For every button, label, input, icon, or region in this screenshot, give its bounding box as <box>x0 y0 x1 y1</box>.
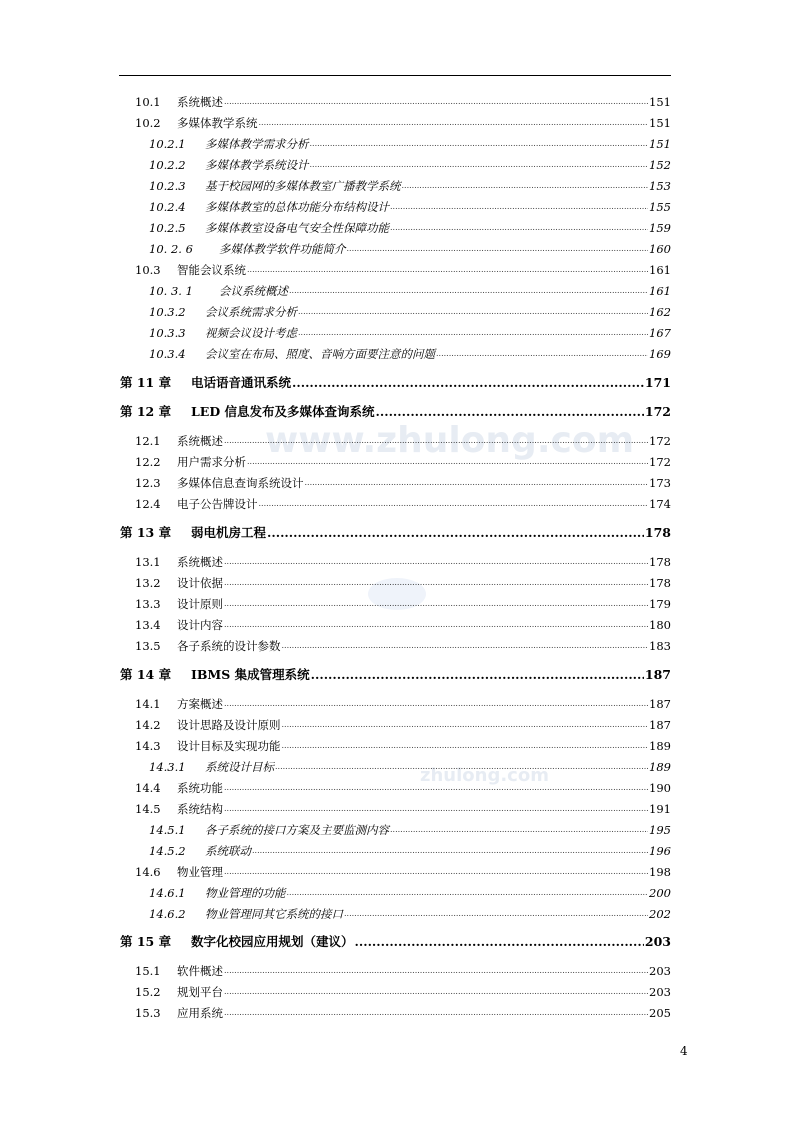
toc-entry[interactable] <box>120 597 671 611</box>
toc-entry-number: 15.3 <box>135 1006 161 1020</box>
toc-entry-number: 10.2.3 <box>149 179 186 193</box>
toc-entry-page: 180 <box>649 618 671 632</box>
toc-entry[interactable] <box>120 158 671 172</box>
toc-entry[interactable] <box>120 781 671 795</box>
toc-entry-number: 10. 3. 1 <box>149 284 193 298</box>
toc-entry-page: 187 <box>649 697 671 711</box>
toc-leader-dots <box>289 284 648 298</box>
toc-entry-title: 设计目标及实现功能 <box>177 739 281 753</box>
toc-chapter-number: 第 14 章 <box>120 667 172 682</box>
toc-leader-dots <box>224 618 648 632</box>
toc-chapter-number: 第 12 章 <box>120 404 172 419</box>
toc-entry-title: 物业管理同其它系统的接口 <box>205 907 343 921</box>
toc-entry-page: 151 <box>649 116 671 130</box>
toc-entry[interactable] <box>120 200 671 214</box>
toc-entry-number: 14.5.2 <box>149 844 186 858</box>
toc-entry-page: 203 <box>649 985 671 999</box>
toc-entry[interactable] <box>120 886 671 900</box>
toc-entry-title: 多媒体教室的总体功能分布结构设计 <box>205 200 389 214</box>
toc-chapter-number: 第 13 章 <box>120 525 172 540</box>
toc-entry-number: 14.6.1 <box>149 886 186 900</box>
toc-entry-page: 152 <box>649 158 671 172</box>
toc-leader-dots <box>267 526 644 540</box>
toc-leader-dots <box>282 639 649 653</box>
toc-entry[interactable] <box>120 137 671 151</box>
toc-entry[interactable] <box>120 1006 671 1020</box>
toc-entry-page: 159 <box>649 221 671 235</box>
toc-chapter[interactable] <box>120 526 671 540</box>
toc-entry-title: 物业管理 <box>177 865 223 879</box>
toc-leader-dots <box>376 405 644 419</box>
toc-entry[interactable] <box>120 907 671 921</box>
toc-entry-title: 多媒体信息查询系统设计 <box>177 476 304 490</box>
toc-entry-number: 10.1 <box>135 95 161 109</box>
toc-entry[interactable] <box>120 739 671 753</box>
toc-entry-page: 191 <box>649 802 671 816</box>
toc-entry-page: 200 <box>649 886 671 900</box>
toc-chapter[interactable] <box>120 668 671 682</box>
toc-entry-number: 12.4 <box>135 497 161 511</box>
toc-leader-dots <box>310 137 649 151</box>
toc-leader-dots <box>311 668 644 682</box>
toc-entry-page: 161 <box>649 284 671 298</box>
toc-entry[interactable] <box>120 284 671 298</box>
toc-leader-dots <box>298 326 648 340</box>
toc-entry[interactable] <box>120 697 671 711</box>
toc-entry-page: 202 <box>649 907 671 921</box>
toc-leader-dots <box>355 935 644 949</box>
toc-entry[interactable] <box>120 555 671 569</box>
toc-leader-dots <box>224 697 648 711</box>
toc-entry-page: 205 <box>649 1006 671 1020</box>
toc-chapter-title: IBMS 集成管理系统 <box>191 667 310 682</box>
toc-entry[interactable] <box>120 347 671 361</box>
toc-leader-dots <box>224 865 648 879</box>
toc-entry[interactable] <box>120 865 671 879</box>
toc-entry-page: 178 <box>649 576 671 590</box>
toc-entry[interactable] <box>120 305 671 319</box>
toc-entry-title: 多媒体教学系统 <box>177 116 258 130</box>
toc-entry-title: 用户需求分析 <box>177 455 246 469</box>
toc-chapter[interactable] <box>120 405 671 419</box>
toc-entry[interactable] <box>120 116 671 130</box>
toc-entry-title: 应用系统 <box>177 1006 223 1020</box>
toc-entry-number: 14.5 <box>135 802 161 816</box>
toc-leader-dots <box>282 739 649 753</box>
toc-entry-title: 规划平台 <box>177 985 223 999</box>
toc-entry-page: 162 <box>649 305 671 319</box>
toc-entry-page: 203 <box>649 964 671 978</box>
toc-leader-dots <box>224 985 648 999</box>
toc-leader-dots <box>282 718 649 732</box>
toc-chapter-title: 弱电机房工程 <box>191 525 267 540</box>
toc-entry-title: 系统结构 <box>177 802 223 816</box>
toc-entry-title: 会议室在布局、照度、音响方面要注意的问题 <box>205 347 435 361</box>
toc-entry-title: 电子公告牌设计 <box>177 497 258 511</box>
toc-leader-dots <box>390 823 648 837</box>
toc-entry-number: 10.2.2 <box>149 158 186 172</box>
toc-chapter[interactable] <box>120 376 671 390</box>
toc-entry[interactable] <box>120 263 671 277</box>
toc-entry-number: 14.3.1 <box>149 760 186 774</box>
toc-leader-dots <box>402 179 649 193</box>
toc-entry-number: 10.2 <box>135 116 161 130</box>
toc-entry-page: 169 <box>649 347 671 361</box>
header-rule <box>119 75 671 76</box>
toc-entry-page: 190 <box>649 781 671 795</box>
toc-leader-dots <box>292 376 644 390</box>
toc-entry[interactable] <box>120 476 671 490</box>
toc-entry-number: 10. 2. 6 <box>149 242 193 256</box>
toc-entry[interactable] <box>120 964 671 978</box>
toc-entry-title: 系统概述 <box>177 95 223 109</box>
toc-entry-title: 多媒体教学需求分析 <box>205 137 309 151</box>
watermark-text: www.zhulong.com <box>265 420 635 461</box>
toc-entry-number: 14.6.2 <box>149 907 186 921</box>
toc-entry-number: 13.3 <box>135 597 161 611</box>
toc-entry[interactable] <box>120 95 671 109</box>
toc-entry[interactable] <box>120 823 671 837</box>
toc-entry-page: 195 <box>649 823 671 837</box>
toc-entry-number: 14.2 <box>135 718 161 732</box>
toc-entry-page: 160 <box>649 242 671 256</box>
toc-entry-number: 10.2.1 <box>149 137 186 151</box>
toc-entry-number: 10.3 <box>135 263 161 277</box>
toc-leader-dots <box>247 455 648 469</box>
toc-entry-page: 151 <box>649 137 671 151</box>
toc-leader-dots <box>224 964 648 978</box>
toc-entry-title: 智能会议系统 <box>177 263 246 277</box>
toc-entry-number: 14.1 <box>135 697 161 711</box>
toc-entry-page: 179 <box>649 597 671 611</box>
toc-entry-title: 设计依据 <box>177 576 223 590</box>
toc-entry-page: 153 <box>649 179 671 193</box>
toc-leader-dots <box>298 305 648 319</box>
toc-chapter-page: 171 <box>644 375 671 390</box>
toc-leader-dots <box>247 263 648 277</box>
toc-entry[interactable] <box>120 718 671 732</box>
toc-leader-dots <box>224 576 648 590</box>
toc-entry-number: 13.5 <box>135 639 161 653</box>
toc-entry[interactable] <box>120 434 671 448</box>
toc-chapter-page: 187 <box>644 667 671 682</box>
toc-entry-number: 15.1 <box>135 964 161 978</box>
watermark-text-small: zhulong.com <box>420 765 549 786</box>
toc-entry-title: 系统设计目标 <box>205 760 274 774</box>
toc-entry-page: 173 <box>649 476 671 490</box>
toc-entry-title: 设计思路及设计原则 <box>177 718 281 732</box>
toc-entry[interactable] <box>120 242 671 256</box>
toc-entry-number: 14.3 <box>135 739 161 753</box>
toc-leader-dots <box>347 242 649 256</box>
toc-entry[interactable] <box>120 455 671 469</box>
toc-leader-dots <box>224 555 648 569</box>
toc-leader-dots <box>305 476 649 490</box>
toc-chapter-number: 第 15 章 <box>120 934 172 949</box>
toc-entry-page: 155 <box>649 200 671 214</box>
toc-entry[interactable] <box>120 326 671 340</box>
toc-entry-page: 189 <box>649 739 671 753</box>
toc-entry-title: 设计内容 <box>177 618 223 632</box>
toc-entry-page: 172 <box>649 434 671 448</box>
toc-entry-title: 软件概述 <box>177 964 223 978</box>
toc-entry-page: 178 <box>649 555 671 569</box>
toc-entry-number: 10.3.4 <box>149 347 186 361</box>
toc-chapter-title: 电话语音通讯系统 <box>191 375 292 390</box>
toc-leader-dots <box>390 221 648 235</box>
toc-entry-page: 198 <box>649 865 671 879</box>
toc-leader-dots <box>390 200 648 214</box>
toc-leader-dots <box>275 760 648 774</box>
toc-entry-page: 183 <box>649 639 671 653</box>
toc-entry[interactable] <box>120 179 671 193</box>
toc-chapter-title: LED 信息发布及多媒体查询系统 <box>191 404 375 419</box>
toc-entry-number: 14.5.1 <box>149 823 186 837</box>
toc-leader-dots <box>436 347 648 361</box>
toc-entry-page: 174 <box>649 497 671 511</box>
toc-entry-title: 设计原则 <box>177 597 223 611</box>
toc-leader-dots <box>224 802 648 816</box>
toc-entry-page: 151 <box>649 95 671 109</box>
toc-entry-title: 系统概述 <box>177 434 223 448</box>
toc-entry-page: 187 <box>649 718 671 732</box>
toc-entry-page: 167 <box>649 326 671 340</box>
toc-leader-dots <box>224 597 648 611</box>
toc-entry[interactable] <box>120 618 671 632</box>
toc-entry[interactable] <box>120 985 671 999</box>
toc-chapter-number: 第 11 章 <box>120 375 172 390</box>
toc-entry-title: 视频会议设计考虑 <box>205 326 297 340</box>
toc-entry-number: 12.2 <box>135 455 161 469</box>
toc-leader-dots <box>224 781 648 795</box>
toc-entry-number: 13.4 <box>135 618 161 632</box>
toc-leader-dots <box>252 844 648 858</box>
toc-entry[interactable] <box>120 497 671 511</box>
toc-entry[interactable] <box>120 844 671 858</box>
toc-entry-page: 189 <box>649 760 671 774</box>
toc-entry-title: 系统功能 <box>177 781 223 795</box>
toc-entry[interactable] <box>120 760 671 774</box>
toc-entry-title: 会议系统需求分析 <box>205 305 297 319</box>
page-number: 4 <box>680 1044 688 1058</box>
toc-entry-number: 10.3.3 <box>149 326 186 340</box>
toc-chapter-page: 178 <box>644 525 671 540</box>
toc-entry-title: 基于校园网的多媒体教室广播教学系统 <box>205 179 401 193</box>
toc-entry-title: 多媒体教学软件功能简介 <box>219 242 346 256</box>
toc-leader-dots <box>259 116 649 130</box>
toc-entry[interactable] <box>120 639 671 653</box>
toc-entry-page: 161 <box>649 263 671 277</box>
toc-leader-dots <box>310 158 649 172</box>
toc-entry-number: 13.2 <box>135 576 161 590</box>
toc-entry-title: 系统概述 <box>177 555 223 569</box>
toc-entry-number: 14.6 <box>135 865 161 879</box>
toc-leader-dots <box>287 886 649 900</box>
toc-entry-number: 12.1 <box>135 434 161 448</box>
toc-entry-title: 方案概述 <box>177 697 223 711</box>
toc-chapter[interactable] <box>120 935 671 949</box>
toc-entry-title: 多媒体教室设备电气安全性保障功能 <box>205 221 389 235</box>
toc-leader-dots <box>224 434 648 448</box>
toc-entry[interactable] <box>120 802 671 816</box>
toc-entry-page: 172 <box>649 455 671 469</box>
toc-chapter-page: 172 <box>644 404 671 419</box>
toc-leader-dots <box>259 497 649 511</box>
toc-entry-number: 12.3 <box>135 476 161 490</box>
toc-entry-title: 物业管理的功能 <box>205 886 286 900</box>
toc-entry[interactable] <box>120 576 671 590</box>
toc-leader-dots <box>224 1006 648 1020</box>
toc-entry-title: 多媒体教学系统设计 <box>205 158 309 172</box>
toc-leader-dots <box>224 95 648 109</box>
toc-chapter-page: 203 <box>644 934 671 949</box>
toc-entry-number: 10.2.5 <box>149 221 186 235</box>
toc-entry[interactable] <box>120 221 671 235</box>
toc-entry-page: 196 <box>649 844 671 858</box>
toc-entry-title: 各子系统的接口方案及主要监测内容 <box>205 823 389 837</box>
toc-entry-number: 14.4 <box>135 781 161 795</box>
toc-entry-number: 10.3.2 <box>149 305 186 319</box>
toc-entry-number: 10.2.4 <box>149 200 186 214</box>
toc-entry-title: 各子系统的设计参数 <box>177 639 281 653</box>
toc-chapter-title: 数字化校园应用规划（建议） <box>191 934 354 949</box>
toc-entry-title: 会议系统概述 <box>219 284 288 298</box>
toc-entry-number: 13.1 <box>135 555 161 569</box>
toc-leader-dots <box>344 907 648 921</box>
toc-entry-title: 系统联动 <box>205 844 251 858</box>
toc-entry-number: 15.2 <box>135 985 161 999</box>
